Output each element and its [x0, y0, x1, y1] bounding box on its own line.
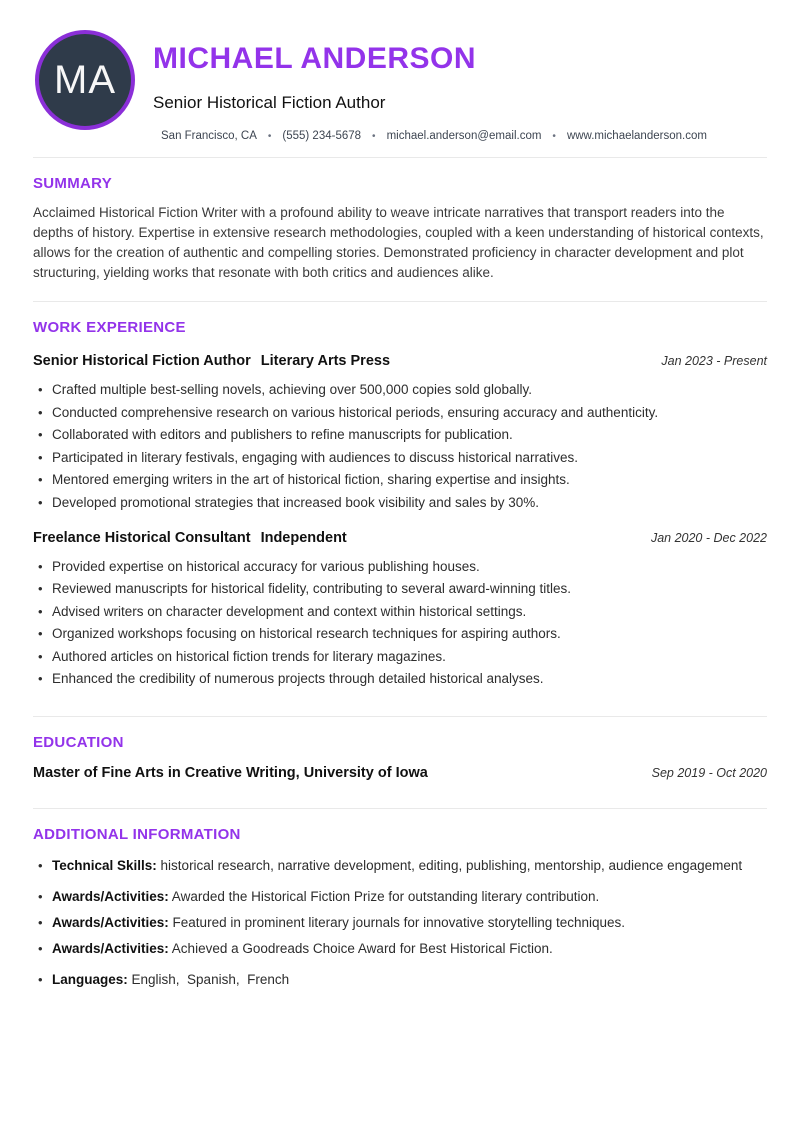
- education-section: [33, 734, 767, 781]
- job-bullet-list: [33, 381, 767, 512]
- job-bullet: • Provided expertise on historical accuracy for various publishing houses.: [38, 558, 767, 576]
- additional-info-text: Featured in prominent literary journals for innovative storytelling techniques.: [168, 915, 626, 930]
- avatar: [35, 30, 135, 130]
- job-bullet: • Enhanced the credibility of numerous projects through detailed historical analyses.: [38, 670, 767, 688]
- candidate-title: Senior Historical Fiction Author: [153, 93, 386, 112]
- summary-section: [33, 175, 767, 283]
- contact-separator: •: [552, 130, 556, 142]
- additional-info-item: [38, 888, 767, 906]
- additional-info-label: Languages:: [52, 972, 128, 987]
- avatar-initials: MA: [54, 57, 116, 102]
- contact-email: michael.anderson@email.com: [386, 130, 542, 142]
- additional-info-text: English, Spanish, French: [127, 972, 290, 987]
- job-title-line: [33, 530, 347, 546]
- education-degree: Master of Fine Arts in Creative Writing, University of Iowa: [33, 765, 428, 781]
- additional-info-item: [38, 940, 767, 958]
- work-experience-section: [33, 319, 767, 688]
- job-title: Senior Historical Fiction Author: [33, 353, 251, 369]
- additional-info-section: [33, 826, 767, 989]
- additional-info-text: historical research, narrative development, editing, publishing, mentorship, audience engagement: [156, 858, 743, 873]
- job-entry: [33, 353, 767, 512]
- job-bullet: • Authored articles on historical fiction trends for literary magazines.: [38, 648, 767, 666]
- contact-website: www.michaelanderson.com: [566, 130, 707, 142]
- additional-info-label: Awards/Activities:: [52, 941, 169, 956]
- contact-separator: •: [372, 130, 376, 142]
- job-bullet: • Collaborated with editors and publishers to refine manuscripts for publication.: [38, 426, 767, 444]
- section-divider: [33, 301, 767, 302]
- job-title-line: [33, 353, 390, 369]
- work-experience-heading: WORK EXPERIENCE: [33, 319, 186, 336]
- header-text: [153, 30, 707, 142]
- job-bullet: • Reviewed manuscripts for historical fidelity, contributing to several award-winning titles.: [38, 580, 767, 598]
- job-entry: [33, 530, 767, 689]
- job-bullet: • Conducted comprehensive research on various historical periods, ensuring accuracy and authenticity.: [38, 404, 767, 422]
- contact-location: San Francisco, CA: [161, 130, 257, 142]
- education-entry: [33, 765, 767, 781]
- summary-heading: SUMMARY: [33, 175, 113, 192]
- additional-info-list: [33, 857, 767, 989]
- additional-info-label: Awards/Activities:: [52, 915, 169, 930]
- additional-info-text: Awarded the Historical Fiction Prize for outstanding literary contribution.: [168, 889, 600, 904]
- resume-header: [33, 30, 767, 142]
- additional-info-item: [38, 914, 767, 932]
- contact-separator: •: [267, 130, 272, 142]
- job-bullet: • Developed promotional strategies that increased book visibility and sales by 30%.: [38, 494, 767, 512]
- contact-phone: (555) 234-5678: [282, 130, 362, 142]
- additional-info-item: [38, 971, 767, 989]
- job-company: Independent: [260, 529, 347, 546]
- contact-row: [153, 130, 707, 142]
- job-bullet: • Mentored emerging writers in the art of historical fiction, sharing expertise and insights.: [38, 471, 767, 489]
- education-heading: EDUCATION: [33, 734, 124, 751]
- additional-info-label: Awards/Activities:: [52, 889, 169, 904]
- summary-text: Acclaimed Historical Fiction Writer with a profound ability to weave intricate narratives that transport readers into the depths of history. Expertise in extensive research methodologies, coupled with a keen understanding of historical contexts, allows for the creation of authentic and compelling stories. Demonstrated proficiency in character development and plot structuring, yielding works that resonate with both critics and audiences alike.: [33, 205, 764, 280]
- additional-info-text: Achieved a Goodreads Choice Award for Best Historical Fiction.: [168, 941, 553, 956]
- job-title: Freelance Historical Consultant: [33, 529, 251, 546]
- job-bullet: • Crafted multiple best-selling novels, achieving over 500,000 copies sold globally.: [38, 381, 767, 399]
- job-header: [33, 530, 767, 546]
- additional-info-label: Technical Skills:: [52, 858, 157, 873]
- additional-info-item: [38, 857, 767, 875]
- job-dates: Jan 2020 - Dec 2022: [650, 530, 767, 545]
- section-divider: [33, 808, 767, 809]
- job-company: Literary Arts Press: [260, 353, 391, 369]
- section-divider: [33, 716, 767, 717]
- job-bullet: • Advised writers on character development and context within historical settings.: [38, 603, 767, 621]
- section-divider: [33, 157, 767, 158]
- job-bullet: • Organized workshops focusing on historical research techniques for aspiring authors.: [38, 625, 767, 643]
- candidate-name: MICHAEL ANDERSON: [153, 42, 477, 75]
- job-bullet-list: [33, 558, 767, 689]
- job-dates: Jan 2023 - Present: [661, 354, 767, 368]
- additional-info-heading: ADDITIONAL INFORMATION: [33, 826, 241, 843]
- education-dates: Sep 2019 - Oct 2020: [651, 766, 767, 780]
- job-header: [33, 353, 767, 369]
- job-bullet: • Participated in literary festivals, engaging with audiences to discuss historical narratives.: [38, 449, 767, 467]
